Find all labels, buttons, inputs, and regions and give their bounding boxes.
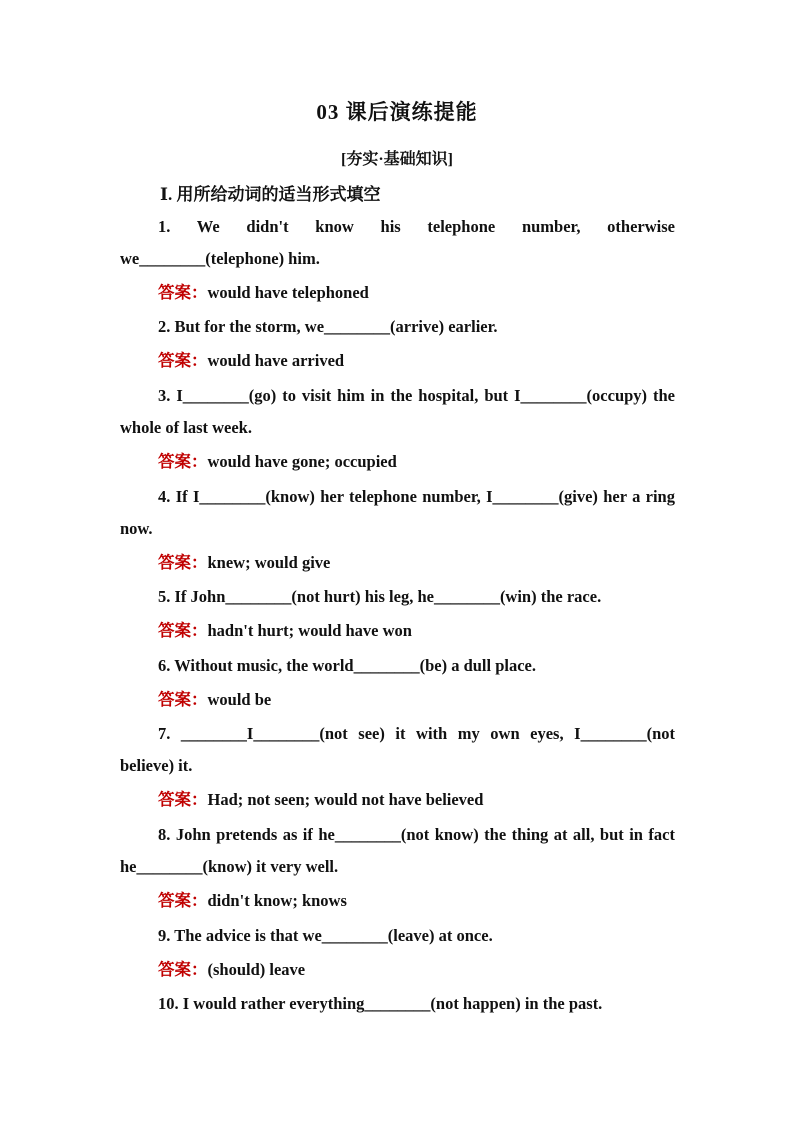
answer-label: 答案： — [158, 553, 208, 572]
answer-text: knew; would give — [207, 553, 331, 572]
question-9: 9. The advice is that we________(leave) at once. — [158, 926, 493, 945]
answer-text: would have gone; occupied — [207, 452, 397, 471]
answer-label: 答案： — [158, 283, 208, 302]
answer-label: 答案： — [158, 351, 208, 370]
answer-text: would have arrived — [207, 351, 345, 370]
question-6: 6. Without music, the world________(be) a dull place. — [158, 656, 536, 675]
answer-6 — [158, 684, 675, 716]
answer-1 — [158, 277, 675, 309]
question-2: 2. But for the storm, we________(arrive) earlier. — [158, 317, 498, 336]
answer-label: 答案： — [158, 621, 208, 640]
answer-9 — [158, 954, 675, 986]
answer-label: 答案： — [158, 690, 208, 709]
page-subtitle: [夯实·基础知识] — [341, 151, 453, 168]
answer-2 — [158, 345, 675, 377]
answer-text: would be — [207, 690, 272, 709]
answer-5 — [158, 615, 675, 647]
question-4: 4. If I________(know) her telephone number, I________(give) her a ring now. — [120, 487, 675, 538]
answer-text: Had; not seen; would not have believed — [207, 790, 484, 809]
answer-label: 答案： — [158, 790, 208, 809]
answer-text: would have telephoned — [207, 283, 369, 302]
question-5: 5. If John________(not hurt) his leg, he________(win) the race. — [158, 587, 602, 606]
answer-4 — [158, 547, 675, 579]
answer-text: didn't know; knows — [207, 891, 347, 910]
answer-text: (should) leave — [207, 960, 306, 979]
answer-8 — [158, 885, 675, 917]
question-7: 7. ________I________(not see) it with my own eyes, I________(not believe) it. — [120, 724, 675, 775]
answer-7 — [158, 784, 675, 816]
section-title: Ⅰ. 用所给动词的适当形式填空 — [160, 185, 381, 204]
answer-3 — [158, 446, 675, 478]
answer-label: 答案： — [158, 452, 208, 471]
question-10: 10. I would rather everything________(not happen) in the past. — [158, 994, 603, 1013]
answer-label: 答案： — [158, 891, 208, 910]
page-title: 03 课后演练提能 — [316, 100, 478, 124]
question-8: 8. John pretends as if he________(not know) the thing at all, but in fact he________(know) it very well. — [120, 825, 675, 876]
question-1: 1. We didn't know his telephone number, otherwise we________(telephone) him. — [120, 217, 675, 268]
answer-text: hadn't hurt; would have won — [207, 621, 412, 640]
question-3: 3. I________(go) to visit him in the hospital, but I________(occupy) the whole of last week. — [120, 386, 675, 437]
answer-label: 答案： — [158, 960, 208, 979]
